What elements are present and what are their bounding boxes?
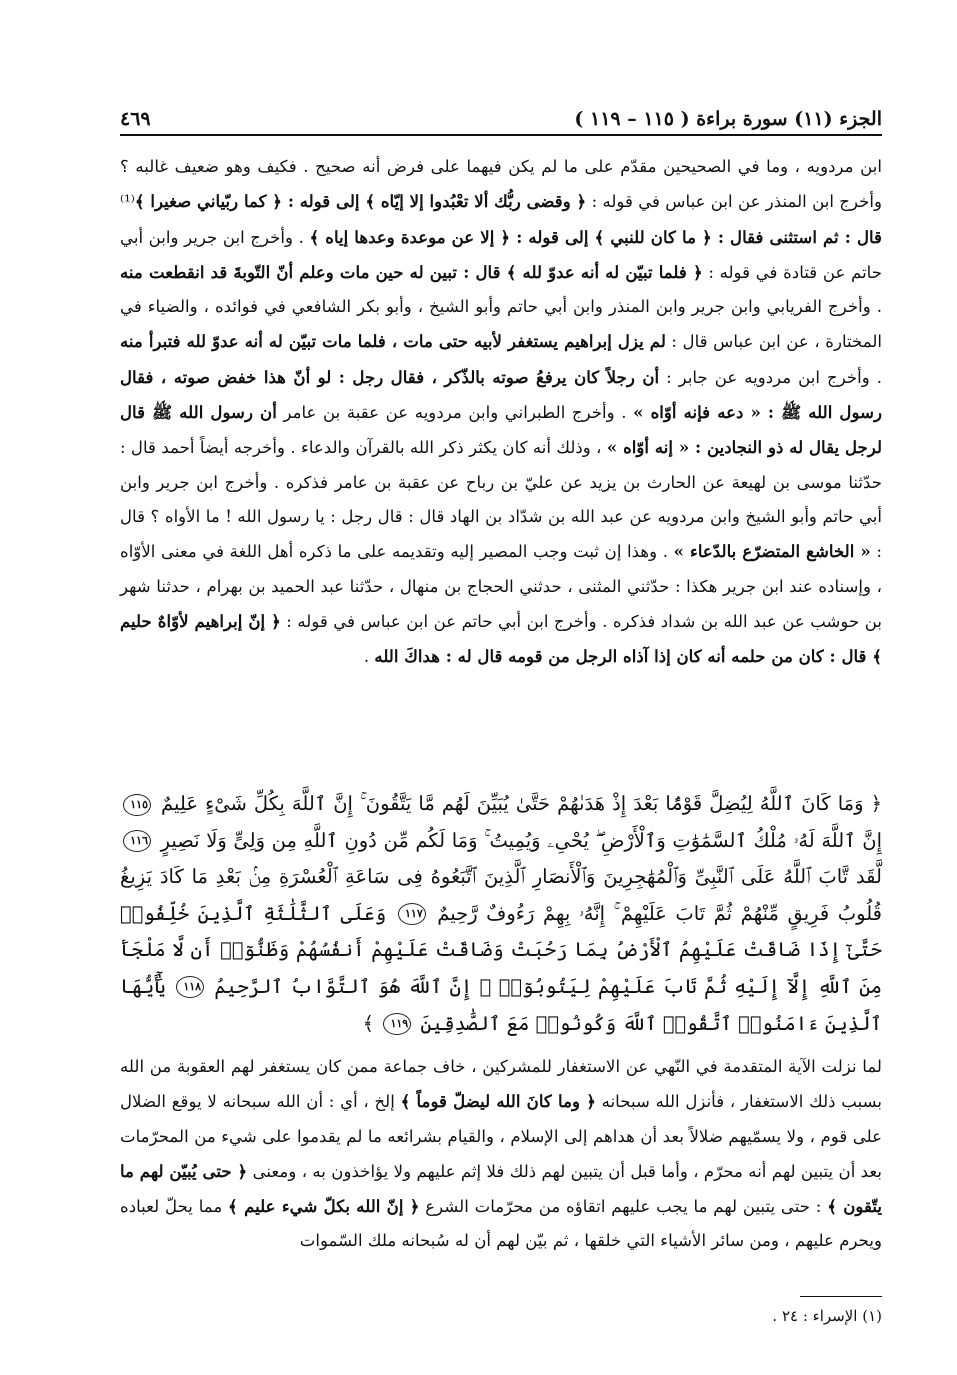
text-run: . وأخرج ابن جرير وابن أبي حاتم عن قتادة في قوله : (120, 227, 882, 282)
verse-number-marker: ١١٩ (383, 1013, 411, 1035)
verse-number-marker: ١١٧ (398, 903, 426, 925)
text-run: . (363, 647, 375, 667)
quran-verses-block (120, 786, 882, 1040)
text-run: ابن مردويه ، وما في الصحيحين مقدّم على ما لم يكن فيهما على فرض أنه صحيح . فكيف وهو ضعيف غالبه ؟ وأخرج ابن المنذر عن ابن عباس في قوله : (120, 157, 882, 212)
verse-number-marker: ١١٨ (176, 976, 204, 998)
text-run: إلخ ، أي : أن الله سبحانه لا يوقع الضلال على قوم ، ولا يسمّيهم ضلالاً بعد أن هداهم إلى الإسلام ، والقيام بشرائعه ما لم يقدموا على شيء من المحرّمات بعد أن يتبين لهم أنه محرّم ، وأما قبل أن يتبين لهم ذلك فلا إثم عليهم ولا يؤاخذون به ، ومعنى (120, 1092, 883, 1181)
text-run: ، وذلك أنه كان يكثر ذكر الله بالقرآن والدعاء . وأخرجه أيضاً أحمد قال : حدّثنا موسى بن لهيعة عن الحارث بن يزيد عن عليّ بن رباح عن عقبة بن عامر فذكره . وأخرج ابن جرير وابن أبي حاتم وأبو الشيخ وابن مردويه عن عبد الله بن شدّاد بن الهاد قال : قال رجل : يا رسول الله ! ما الأواه ؟ قال : (120, 438, 882, 562)
bold-quote: ﴿ حتى يُبيّن لهم ما يتّقون ﴾ (120, 1160, 883, 1217)
commentary-paragraph-1 (120, 150, 882, 674)
text-run: . وأخرج ابن مردويه عن جابر : (659, 367, 882, 387)
verse-text: ﴿ وَمَا كَانَ ٱللَّهُ لِيُضِلَّ قَوْمًۢا بَعْدَ إِذْ هَدَىٰهُمْ حَتَّىٰ يُبَيِّنَ لَهُم مَّا يَتَّقُونَ ۚ إِنَّ ٱللَّهَ بِكُلِّ شَىْءٍ عَلِيمٌ (154, 792, 882, 815)
footnote: (١) الإسراء : ٢٤ . (772, 1307, 882, 1325)
page-number: ٤٦٩ (120, 108, 151, 130)
text-run: . وأخرج الفريابي وابن جرير وابن المنذر وابن أبي حاتم وأبو الشيخ ، وأبو بكر الشافعي في فوائده ، والضياء في المختارة ، عن ابن عباس قال : (120, 297, 882, 352)
bold-quote: أن رجلاً كان يرفعُ صوته بالذّكر ، فقال رجل : لو أنّ هذا خفض صوته ، فقال رسول الله ﷺ : « دعه فإنه أوّاه » (120, 366, 882, 423)
bold-quote: قال : ثم استثنى فقال : ﴿ ما كان للنبي ﴾ إلى قوله : ﴿ إلا عن موعدة وعدها إياه ﴾ (309, 226, 882, 247)
bold-quote: ﴿ إنّ إبراهيم لأوّاهٌ حليم ﴾ قال : كان من حلمه أنه كان إذا آذاه الرجل من قومه قال له : هداكَ الله (120, 610, 882, 667)
bold-quote: لم يزل إبراهيم يستغفر لأبيه حتى مات ، فلما مات تبيّن له أنه عدوّ لله فتبرأ منه (120, 331, 666, 352)
bold-quote: أن رسول الله ﷺ قال لرجل يقال له ذو النجادين : « إنه أوّاه » (120, 402, 882, 458)
verse-text: لَّقَد تَّابَ ٱللَّهُ عَلَى ٱلنَّبِىِّ وَٱلْمُهَٰجِرِينَ وَٱلْأَنصَارِ ٱلَّذِينَ ٱتَّبَعُوهُ فِى سَاعَةِ ٱلْعُسْرَةِ مِنۢ بَعْدِ مَا كَادَ يَزِيغُ قُلُوبُ فَرِيقٍ مِّنْهُمْ ثُمَّ تَابَ عَلَيْهِمْ ۚ إِنَّهُۥ بِهِمْ رَءُوفٌ رَّحِيمٌ (120, 865, 883, 925)
footnote-rule (800, 1296, 882, 1297)
text-run: ⁽¹⁾ (120, 192, 135, 212)
verse-text: إِنَّ ٱللَّهَ لَهُۥ مُلْكُ ٱلسَّمَٰوَٰتِ وَٱلْأَرْضِ ۖ يُحْىِۦ وَيُمِيتُ ۚ وَمَا لَكُم مِّن دُونِ ٱللَّهِ مِن وَلِىٍّ وَلَا نَصِيرٍ (154, 828, 882, 852)
text-run: . وأخرج الطبراني وابن مردويه عن عقبة بن عامر (276, 403, 634, 423)
text-run: مما يحلّ لعباده ويحرم عليهم ، ومن سائر الأشياء التي خلقها ، ثم بيّن لهم أن له سُبحانه ملك السّموات (120, 1197, 882, 1251)
bold-quote: ﴿ وما كانَ الله ليضلّ قوماً ﴾ (400, 1091, 596, 1112)
header-rule (120, 134, 882, 136)
text-run: لما نزلت الآية المتقدمة في النّهي عن الاستغفار للمشركين ، خاف جماعة ممن كان يستغفر لهم العقوبة من الله بسبب ذلك الاستغفار ، فأنزل الله سبحانه (120, 1057, 882, 1112)
running-title: الجزء (١١) سورة براءة ( ١١٥ – ١١٩ ) (574, 108, 882, 130)
text-run: : حتى يتبين لهم ما يجب عليهم اتقاؤه من محرّمات الشرع (419, 1197, 828, 1217)
verse-number-marker: ١١٥ (123, 794, 151, 816)
verse-close-bracket: ﴾ (362, 1011, 381, 1035)
commentary-paragraph-2 (120, 1050, 882, 1259)
bold-quote: « الخاشع المتضرّع بالدّعاء » (673, 541, 871, 562)
text-run: . وهذا إن ثبت وجب المصير إليه وتقديمه على ما ذكره أهل اللغة في معنى الأوّاه ، وإسناده عند ابن جرير هكذا : حدّثني المثنى ، حدثني الحجاج بن منهال ، حدّثنا عبد الحميد بن بهرام ، حدثنا شهر بن حوشب عن عبد الله بن شداد فذكره . وأخرج ابن أبي حاتم عن ابن عباس في قوله : (120, 542, 882, 631)
bold-quote: ﴿ إنّ الله بكلّ شيء عليم ﴾ (228, 1196, 420, 1217)
verse-text: وَعَلَى ٱلثَّلَٰثَةِ ٱلَّذِينَ خُلِّفُوا۟ حَتَّىٰٓ إِذَا ضَاقَتْ عَلَيْهِمُ ٱلْأَرْضُ بِمَا رَحُبَتْ وَضَاقَتْ عَلَيْهِمْ أَنفُسُهُمْ وَظَنُّوٓا۟ أَن لَّا مَلْجَأَ مِنَ ٱللَّهِ إِلَّآ إِلَيْهِ ثُمَّ تَابَ عَلَيْهِمْ لِيَتُوبُوٓا۟ ۚ إِنَّ ٱللَّهَ هُوَ ٱلتَّوَّابُ ٱلرَّحِيمُ (120, 901, 883, 998)
verse-number-marker: ١١٦ (123, 830, 151, 852)
page-header (120, 96, 882, 130)
bold-quote: ﴿ وقضى ربُّك ألا تعْبُدوا إلا إيّاه ﴾ إلى قوله : ﴿ كما ربّياني صغيرا ﴾ (134, 191, 587, 212)
bold-quote: ﴿ فلما تبيّن له أنه عدوّ لله ﴾ قال : تبين له حين مات وعلم أنّ التّوبةَ قد انقطعت منه (120, 261, 703, 282)
verse-text: يَٰٓأَيُّهَا ٱلَّذِينَ ءَامَنُوا۟ ٱتَّقُوا۟ ٱللَّهَ وَكُونُوا۟ مَعَ ٱلصَّٰدِقِينَ (120, 974, 882, 1035)
